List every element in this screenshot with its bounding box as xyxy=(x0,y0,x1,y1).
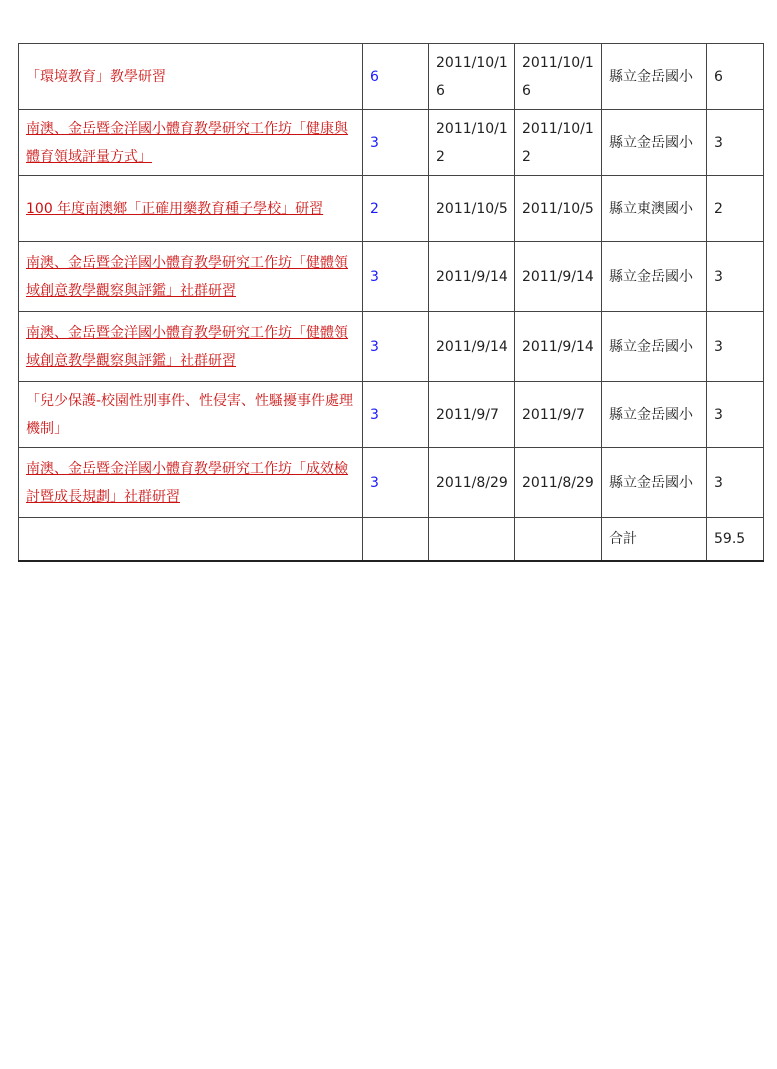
credit-cell xyxy=(707,44,764,110)
total-label-cell xyxy=(602,518,707,562)
hours-cell xyxy=(363,176,429,242)
start-date-cell xyxy=(429,382,515,448)
empty-cell xyxy=(429,518,515,562)
table-row xyxy=(19,176,764,242)
hours-cell xyxy=(363,312,429,382)
credit-cell xyxy=(707,448,764,518)
hours-cell xyxy=(363,44,429,110)
course-title: 「兒少保護-校園性別事件、性侵害、性騷擾事件處理機制」 xyxy=(26,392,354,437)
place-cell xyxy=(602,242,707,312)
total-label: 合計 xyxy=(609,531,637,547)
table-row xyxy=(19,382,764,448)
credit-cell xyxy=(707,242,764,312)
start-date: 2011/10/12 xyxy=(436,120,508,165)
hours-cell xyxy=(363,242,429,312)
place: 縣立金岳國小 xyxy=(609,68,693,85)
end-date: 2011/9/7 xyxy=(522,406,585,423)
credit-value: 2 xyxy=(714,200,723,217)
hours-value: 6 xyxy=(370,68,379,85)
hours-value: 3 xyxy=(370,134,379,151)
place-cell xyxy=(602,312,707,382)
credit-value: 3 xyxy=(714,268,723,285)
table-row xyxy=(19,110,764,176)
credit-cell xyxy=(707,382,764,448)
total-value: 59.5 xyxy=(714,531,746,547)
place-cell xyxy=(602,176,707,242)
table-row xyxy=(19,44,764,110)
place-cell xyxy=(602,382,707,448)
start-date: 2011/9/14 xyxy=(436,338,508,355)
credit-cell xyxy=(707,110,764,176)
place: 縣立東澳國小 xyxy=(609,200,693,217)
end-date-cell xyxy=(515,312,602,382)
place-cell xyxy=(602,110,707,176)
course-title-link[interactable]: 100 年度南澳鄉「正確用藥教育種子學校」研習 xyxy=(26,200,324,217)
start-date: 2011/9/7 xyxy=(436,406,499,423)
hours-value: 3 xyxy=(370,406,379,423)
end-date: 2011/9/14 xyxy=(522,338,594,355)
end-date-cell xyxy=(515,44,602,110)
place-cell xyxy=(602,448,707,518)
summary-row xyxy=(19,518,764,562)
place: 縣立金岳國小 xyxy=(609,474,693,491)
hours-cell xyxy=(363,110,429,176)
course-title-cell xyxy=(19,110,363,176)
empty-cell xyxy=(19,518,363,562)
end-date-cell xyxy=(515,176,602,242)
course-title-cell xyxy=(19,312,363,382)
hours-value: 3 xyxy=(370,268,379,285)
start-date: 2011/10/16 xyxy=(436,54,508,99)
course-title-link[interactable]: 南澳、金岳暨金洋國小體育教學研究工作坊「健體領域創意教學觀察與評鑑」社群研習 xyxy=(26,254,348,299)
end-date-cell xyxy=(515,242,602,312)
table-row xyxy=(19,448,764,518)
empty-cell xyxy=(515,518,602,562)
course-title-link[interactable]: 南澳、金岳暨金洋國小體育教學研究工作坊「健康與體育領域評量方式」 xyxy=(26,120,348,165)
start-date-cell xyxy=(429,110,515,176)
course-title-cell xyxy=(19,382,363,448)
credit-value: 3 xyxy=(714,338,723,355)
table-row xyxy=(19,242,764,312)
place: 縣立金岳國小 xyxy=(609,268,693,285)
place: 縣立金岳國小 xyxy=(609,406,693,423)
start-date: 2011/8/29 xyxy=(436,474,508,491)
start-date: 2011/10/5 xyxy=(436,200,508,217)
course-title-cell xyxy=(19,176,363,242)
place: 縣立金岳國小 xyxy=(609,134,693,151)
credit-value: 3 xyxy=(714,406,723,423)
empty-cell xyxy=(363,518,429,562)
end-date: 2011/10/12 xyxy=(522,120,594,165)
start-date-cell xyxy=(429,44,515,110)
credit-cell xyxy=(707,312,764,382)
course-title-link[interactable]: 南澳、金岳暨金洋國小體育教學研究工作坊「健體領域創意教學觀察與評鑑」社群研習 xyxy=(26,324,348,369)
table-body xyxy=(19,44,764,562)
place-cell xyxy=(602,44,707,110)
course-title-cell xyxy=(19,44,363,110)
end-date: 2011/10/16 xyxy=(522,54,594,99)
hours-value: 3 xyxy=(370,338,379,355)
hours-value: 2 xyxy=(370,200,379,217)
start-date-cell xyxy=(429,176,515,242)
course-title-cell xyxy=(19,242,363,312)
start-date: 2011/9/14 xyxy=(436,268,508,285)
course-title-cell xyxy=(19,448,363,518)
credit-value: 3 xyxy=(714,474,723,491)
course-title-link[interactable]: 南澳、金岳暨金洋國小體育教學研究工作坊「成效檢討暨成長規劃」社群研習 xyxy=(26,460,348,505)
course-title: 「環境教育」教學研習 xyxy=(26,68,166,85)
table-row xyxy=(19,312,764,382)
hours-value: 3 xyxy=(370,474,379,491)
end-date-cell xyxy=(515,382,602,448)
end-date: 2011/8/29 xyxy=(522,474,594,491)
hours-cell xyxy=(363,382,429,448)
end-date-cell xyxy=(515,448,602,518)
start-date-cell xyxy=(429,242,515,312)
end-date-cell xyxy=(515,110,602,176)
hours-cell xyxy=(363,448,429,518)
credit-value: 6 xyxy=(714,68,723,85)
place: 縣立金岳國小 xyxy=(609,338,693,355)
total-value-cell xyxy=(707,518,764,562)
start-date-cell xyxy=(429,312,515,382)
credit-cell xyxy=(707,176,764,242)
credit-value: 3 xyxy=(714,134,723,151)
study-record-table xyxy=(18,43,764,562)
end-date: 2011/9/14 xyxy=(522,268,594,285)
end-date: 2011/10/5 xyxy=(522,200,594,217)
start-date-cell xyxy=(429,448,515,518)
